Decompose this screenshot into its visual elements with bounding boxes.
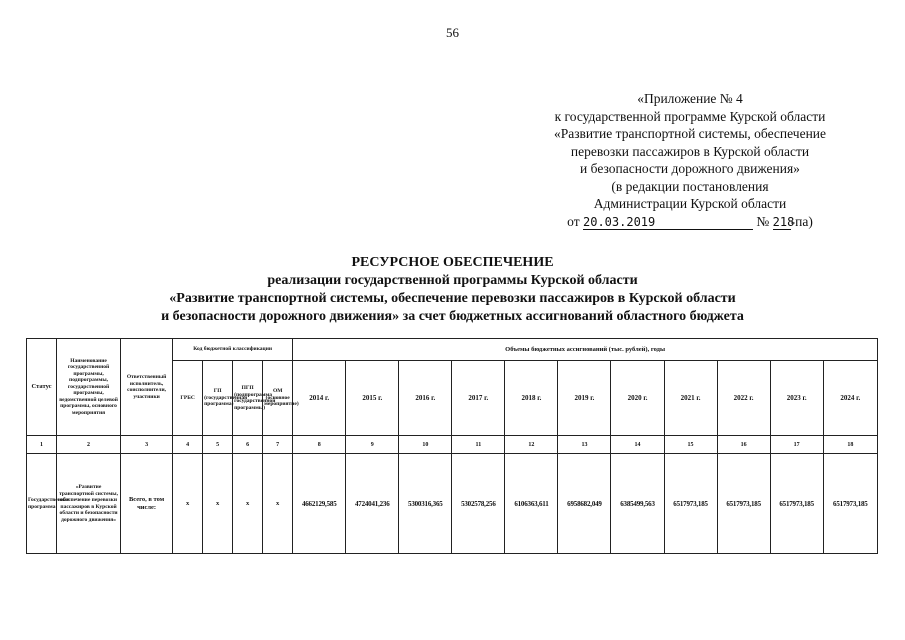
cell-value: 4662129,585 [293, 454, 346, 554]
column-number: 16 [717, 436, 770, 454]
column-number: 2 [57, 436, 121, 454]
header-year: 2017 г. [452, 361, 505, 436]
column-number: 11 [452, 436, 505, 454]
header-year: 2018 г. [505, 361, 558, 436]
header-budget-codes: Код бюджетной классификации [173, 339, 293, 361]
cell-value: 6958682,049 [558, 454, 611, 554]
appendix-line: и безопасности дорожного движения» [580, 161, 800, 176]
cell-value: 6517973,185 [664, 454, 717, 554]
column-number: 5 [203, 436, 233, 454]
appendix-line: (в редакции постановления [611, 178, 769, 194]
header-year: 2024 г. [823, 361, 877, 436]
date-line [520, 213, 860, 231]
cell-value: 6385499,563 [611, 454, 664, 554]
column-number: 6 [233, 436, 263, 454]
title-line-4: и безопасности дорожного движения» за счет бюджетных ассигнований областного бюджета [161, 309, 744, 324]
header-year: 2019 г. [558, 361, 611, 436]
cell-grbs: х [173, 454, 203, 554]
column-number: 14 [611, 436, 664, 454]
header-year: 2016 г. [399, 361, 452, 436]
cell-pgp: х [233, 454, 263, 554]
number-suffix: -па) [790, 213, 813, 229]
cell-value: 6517973,185 [770, 454, 823, 554]
header-year: 2022 г. [717, 361, 770, 436]
date-value: 20.03.2019 [583, 215, 753, 230]
header-executor: Ответственный исполнитель, соисполнители, участники [121, 339, 173, 436]
column-number: 4 [173, 436, 203, 454]
header-year: 2020 г. [611, 361, 664, 436]
column-number: 17 [770, 436, 823, 454]
header-year: 2014 г. [293, 361, 346, 436]
column-number: 18 [823, 436, 877, 454]
column-number: 10 [399, 436, 452, 454]
date-prefix: от [567, 213, 580, 229]
header-status: Статус [27, 339, 57, 436]
document-title [0, 254, 905, 326]
cell-name: «Развитие транспортной системы, обеспечение перевозки пассажиров в Курской области и безопасности дорожного движения» [57, 454, 121, 554]
cell-value: 6517973,185 [717, 454, 770, 554]
column-number: 12 [505, 436, 558, 454]
column-number: 8 [293, 436, 346, 454]
column-number: 9 [346, 436, 399, 454]
cell-status: Государственная программа [27, 454, 57, 554]
page-number: 56 [446, 25, 459, 40]
header-year: 2021 г. [664, 361, 717, 436]
cell-value: 6517973,185 [823, 454, 877, 554]
header-volumes: Объемы бюджетных ассигнований (тыс. рублей), годы [293, 339, 878, 361]
cell-value: 5300316,365 [399, 454, 452, 554]
appendix-line: «Развитие транспортной системы, обеспечение [553, 126, 827, 141]
cell-om: х [263, 454, 293, 554]
cell-value: 5302578,256 [452, 454, 505, 554]
appendix-line: к государственной программе Курской области [554, 108, 826, 124]
number-value: 218 [772, 214, 795, 229]
column-number: 15 [664, 436, 717, 454]
title-line-2: реализации государственной программы Курской области [267, 273, 638, 288]
cell-value: 6106363,611 [505, 454, 558, 554]
header-year: 2023 г. [770, 361, 823, 436]
column-number: 7 [263, 436, 293, 454]
column-number: 1 [27, 436, 57, 454]
header-gp: ГП (государственная программа) [203, 361, 233, 436]
cell-value: 4724041,236 [346, 454, 399, 554]
table-row [27, 454, 878, 554]
appendix-header [520, 90, 860, 230]
column-number: 3 [121, 436, 173, 454]
appendix-line: Администрации Курской области [593, 196, 787, 211]
header-name: Наименование государственной программы, подпрограммы, государственной программы, ведомственной целевой программы, основного мероприятия [57, 339, 121, 436]
cell-gp: х [203, 454, 233, 554]
resource-table [26, 338, 878, 554]
cell-executor: Всего, в том числе: [121, 454, 173, 554]
column-number: 13 [558, 436, 611, 454]
header-year: 2015 г. [346, 361, 399, 436]
appendix-line: перевозки пассажиров в Курской области [570, 143, 810, 159]
title-line-3: «Развитие транспортной системы, обеспечение перевозки пассажиров в Курской области [169, 291, 736, 306]
number-prefix: № [756, 213, 770, 229]
title-line-1: РЕСУРСНОЕ ОБЕСПЕЧЕНИЕ [351, 255, 554, 270]
header-pgp: ПГП (подпрограмма государственной программы) [233, 361, 263, 436]
header-om: ОМ (основное мероприятие) [263, 361, 293, 436]
header-grbs: ГРБС [173, 361, 203, 436]
appendix-line: «Приложение № 4 [637, 91, 743, 106]
